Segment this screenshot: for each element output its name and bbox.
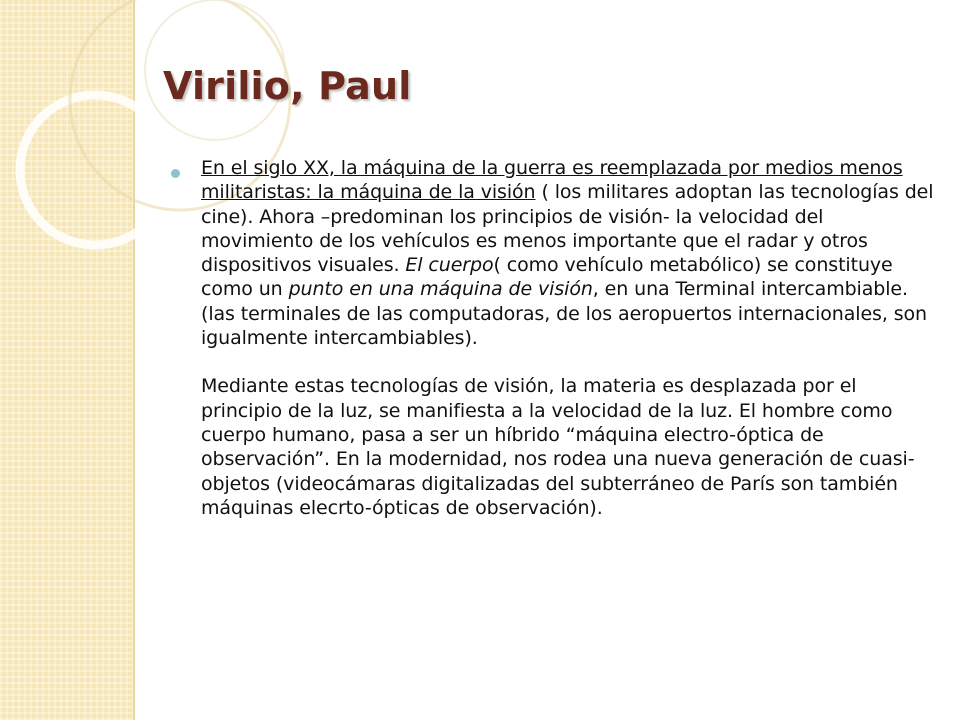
paragraph-gap	[201, 350, 941, 374]
band-edge-divider	[133, 0, 135, 720]
underlined-intro: En el siglo XX, la máquina de la guerra es reemplazada por medios menos militaristas: la máquina de la visión	[201, 157, 903, 204]
text-segment: , en una Terminal intercambiable.(las terminales de las computadoras, de los aeropuertos internacionales, son igualmente intercambiables).	[201, 278, 927, 350]
decorative-left-band	[0, 0, 133, 720]
slide-title: Virilio, Paul	[163, 64, 412, 108]
text-segment: ( como vehículo metabólico) se constituye como un	[201, 254, 893, 301]
italic-term: punto en una máquina de visión	[288, 278, 593, 301]
paragraph-2: Mediante estas tecnologías de visión, la materia es desplazada por el principio de la luz, se manifiesta a la velocidad de la luz. El hombre como cuerpo humano, pasa a ser un híbrido “máquina electro-óptica de observación”. En la modernidad, nos rodea una nueva generación de cuasi-objetos (videocámaras digitalizadas del subterráneo de París son también máquinas elecrto-ópticas de observación).	[201, 375, 915, 519]
text-segment: ( los militares adoptan las tecnologías del cine). Ahora –predominan los principios de visión- la velocidad del movimiento de los vehículos es menos importante que el radar y otros dispositivos visuales.	[201, 181, 934, 277]
italic-term: El cuerpo	[405, 254, 494, 277]
paragraph-1	[201, 156, 941, 350]
bullet-dot	[171, 169, 180, 178]
bullet-text	[201, 156, 941, 520]
